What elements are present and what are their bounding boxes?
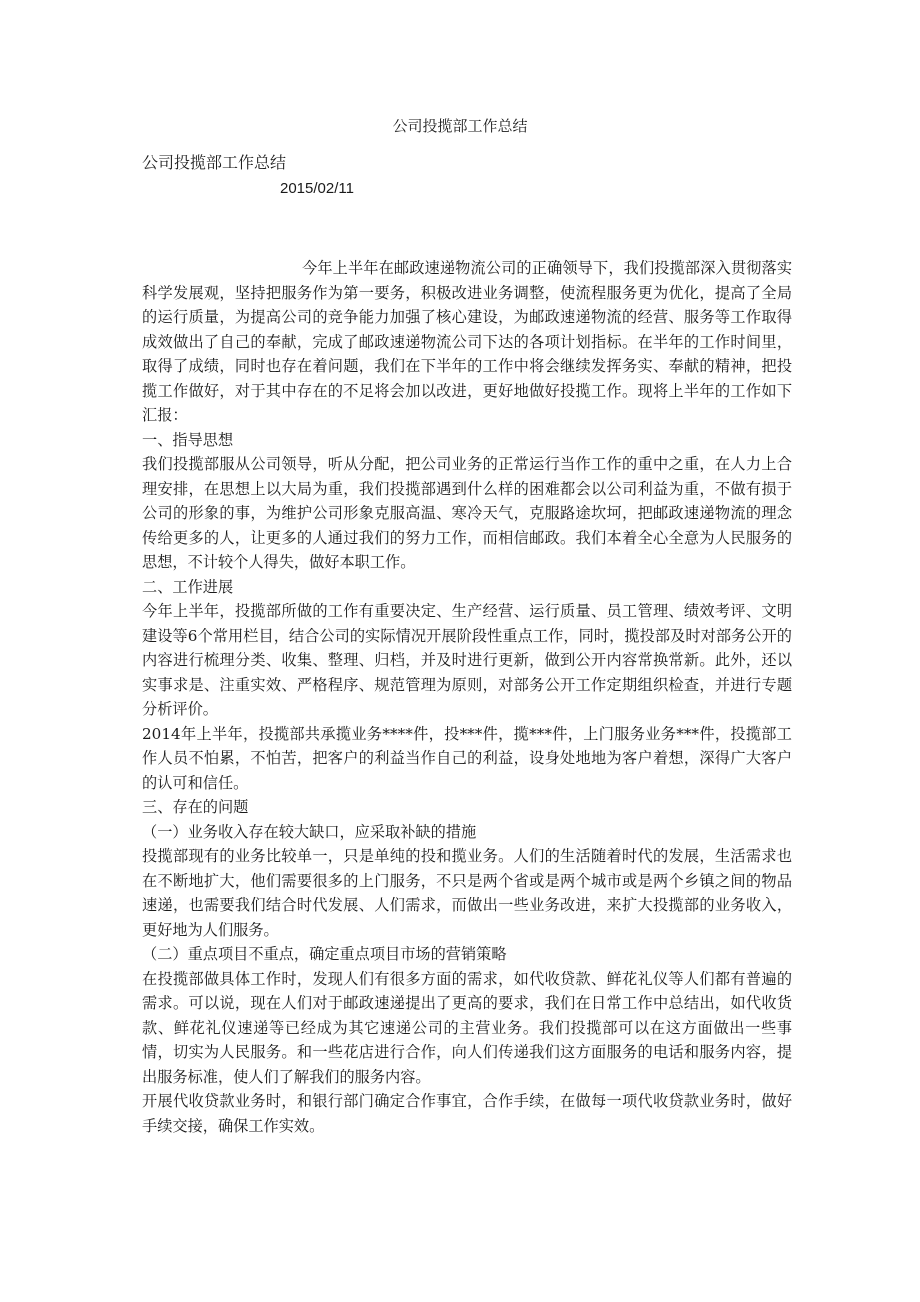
- paragraph-key-projects: 在投揽部做具体工作时，发现人们有很多方面的需求，如代收贷款、鲜花礼仪等人们都有普遍的需求。可以说，现在人们对于邮政速递提出了更高的要求，我们在日常工作中总结出，如代收货款、鲜花礼仪速递等已经成为其它速递公司的主营业务。我们投揽部可以在这方面做出一些事情，切实为人民服务。和一些花店进行合作，向人们传递我们这方面服务的电话和服务内容，提出服务标准，使人们了解我们的服务内容。: [142, 969, 792, 1086]
- document-body: [142, 256, 792, 1138]
- paragraph-intro: 今年上半年在邮政速递物流公司的正确领导下，我们投揽部深入贯彻落实科学发展观，坚持把服务作为第一要务，积极改进业务调整，使流程服务更为优化，提高了全局的运行质量，为提高公司的竞争能力加强了核心建设，为邮政速递物流的经营、服务等工作取得成效做出了自己的奉献，完成了邮政速递物流公司下达的各项计划指标。在半年的工作时间里，取得了成绩，同时也存在着问题，我们在下半年的工作中将会继续发挥务实、奉献的精神，把投揽工作做好，对于其中存在的不足将会加以改进，更好地做好投揽工作。现将上半年的工作如下汇报：: [142, 259, 792, 424]
- document-title: 公司投揽部工作总结: [392, 117, 528, 135]
- paragraph-revenue-gap: 投揽部现有的业务比较单一，只是单纯的投和揽业务。人们的生活随着时代的发展，生活需求也在不断地扩大，他们需要很多的上门服务，不只是两个省或是两个城市或是两个乡镇之间的物品速递，也需要我们结合时代发展、人们需求，而做出一些业务改进，来扩大投揽部的业务收入，更好地为人们服务。: [142, 847, 792, 939]
- subheading-revenue-gap: （一）业务收入存在较大缺口，应采取补缺的措施: [142, 822, 477, 841]
- section-heading-guiding-ideology: 一、指导思想: [142, 430, 234, 449]
- section-heading-problems: 三、存在的问题: [142, 798, 249, 816]
- subheading-key-projects: （二）重点项目不重点，确定重点项目市场的营销策略: [142, 945, 507, 963]
- document-subtitle: 公司投揽部工作总结: [142, 153, 287, 172]
- paragraph-collection-service: 开展代收贷款业务时，和银行部门确定合作事宜，合作手续，在做每一项代收贷款业务时，做好手续交接，确保工作实效。: [142, 1092, 792, 1135]
- paragraph-work-progress: 今年上半年，投揽部所做的工作有重要决定、生产经营、运行质量、员工管理、绩效考评、文明建设等6个常用栏目，结合公司的实际情况开展阶段性重点工作，同时，揽投部及时对部务公开的内容进行梳理分类、收集、整理、归档，并及时进行更新，做到公开内容常换常新。此外，还以实事求是、注重实效、严格程序、规范管理为原则，对部务公开工作定期组织检查，并进行专题分析评价。: [142, 602, 792, 718]
- section-heading-work-progress: 二、工作进展: [142, 577, 234, 596]
- document-content: [142, 152, 792, 1138]
- document-date: 2015/02/11: [280, 180, 354, 197]
- paragraph-guiding-ideology: 我们投揽部服从公司领导，听从分配，把公司业务的正常运行当作工作的重中之重，在人力上合理安排，在思想上以大局为重，我们投揽部遇到什么样的困难都会以公司利益为重，不做有损于公司的形象的事，为维护公司形象克服高温、寒冷天气，克服路途坎坷，把邮政速递物流的理念传给更多的人，让更多的人通过我们的努力工作，而相信邮政。我们本着全心全意为人民服务的思想，不计较个人得失，做好本职工作。: [142, 455, 792, 571]
- paragraph-business-stats: 2014年上半年，投揽部共承揽业务****件，投***件，揽***件，上门服务业务***件，投揽部工作人员不怕累，不怕苦，把客户的利益当作自己的利益，设身处地地为客户着想，深得广大客户的认可和信任。: [142, 724, 792, 792]
